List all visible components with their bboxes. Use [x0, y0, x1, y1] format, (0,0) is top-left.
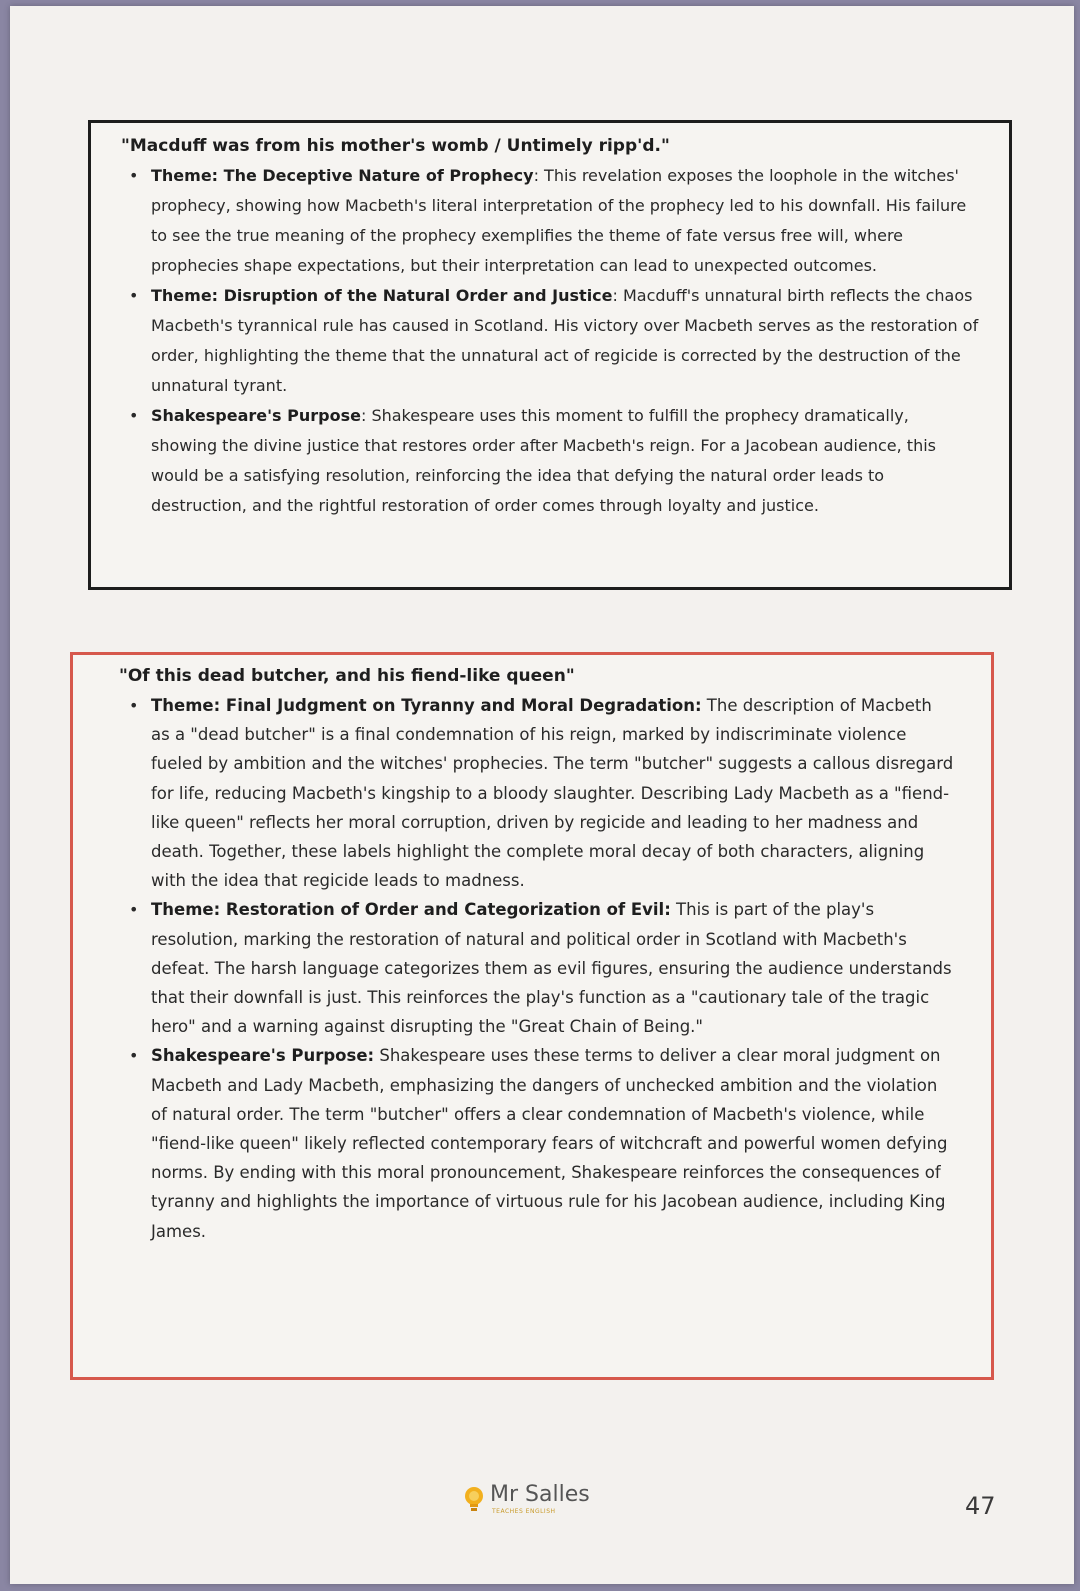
analysis-list — [121, 161, 979, 521]
page-number: 47 — [965, 1492, 996, 1520]
list-item — [129, 161, 979, 281]
list-item — [129, 895, 955, 1041]
footer-logo — [462, 1484, 590, 1515]
book-page — [10, 6, 1074, 1584]
bullet-icon: • — [129, 696, 139, 715]
point-text: : Shakespeare uses this moment to fulfill the prophecy dramatically, showing the divine justice that restores order after Macbeth's reign. For a Jacobean audience, this would be a satisfying resolution, reinforcing the idea that defying the natural order leads to destruction, and the rightful restoration of order comes through loyalty and justice. — [151, 406, 936, 515]
bullet-icon: • — [129, 900, 139, 920]
point-label: Shakespeare's Purpose — [151, 406, 361, 425]
bullet-icon: • — [129, 1046, 139, 1066]
list-item — [129, 1041, 955, 1245]
list-item — [129, 281, 979, 401]
analysis-list — [121, 691, 955, 1246]
point-text: Shakespeare uses these terms to deliver a clear moral judgment on Macbeth and Lady Macbeth, emphasizing the dangers of unchecked ambition and the violation of natural order. The term "butcher" offers a clear condemnation of Macbeth's violence, while "fiend-like queen" likely reflected contemporary fears of witchcraft and powerful women defying norms. By ending with this moral pronouncement, Shakespeare reinforces the consequences of tyranny and highlights the importance of virtuous rule for his Jacobean audience, including King James. — [151, 1046, 948, 1241]
bullet-icon: • — [129, 166, 139, 185]
point-text: The description of Macbeth as a "dead butcher" is a final condemnation of his reign, marked by indiscriminate violence fueled by ambition and the witches' prophecies. The term "butcher" suggests a callous disregard for life, reducing Macbeth's kingship to a bloody slaughter. Describing Lady Macbeth as a "fiend-like queen" reflects her moral corruption, driven by regicide and leading to her madness and death. Together, these labels highlight the complete moral decay of both characters, aligning with the idea that regicide leads to madness. — [151, 696, 954, 891]
logo-text — [490, 1484, 590, 1515]
point-label: Theme: Restoration of Order and Categorization of Evil: — [151, 900, 671, 920]
point-text: : This revelation exposes the loophole in the witches' prophecy, showing how Macbeth's literal interpretation of the prophecy led to his downfall. His failure to see the true meaning of the prophecy exemplifies the theme of fate versus free will, where prophecies shape expectations, but their interpretation can lead to unexpected outcomes. — [151, 166, 967, 275]
point-label: Shakespeare's Purpose: — [151, 1046, 375, 1066]
point-label: Theme: Final Judgment on Tyranny and Moral Degradation: — [151, 696, 702, 715]
lightbulb-icon — [462, 1485, 486, 1515]
list-item — [129, 401, 979, 521]
quote-box-butcher — [70, 652, 994, 1380]
bullet-icon: • — [129, 286, 139, 305]
point-label: Theme: Disruption of the Natural Order and Justice — [151, 286, 613, 305]
quote-heading: "Of this dead butcher, and his fiend-like queen" — [119, 666, 575, 686]
bullet-icon: • — [129, 406, 139, 425]
point-label: Theme: The Deceptive Nature of Prophecy — [151, 166, 534, 185]
point-text: This is part of the play's resolution, marking the restoration of natural and political order in Scotland with Macbeth's defeat. The harsh language categorizes them as evil figures, ensuring the audience understands that their downfall is just. This reinforces the play's function as a "cautionary tale of the tragic hero" and a warning against disrupting the "Great Chain of Being." — [151, 900, 952, 1037]
quote-box-macduff — [88, 120, 1012, 590]
logo-tagline: TEACHES ENGLISH — [492, 1508, 556, 1515]
list-item — [129, 691, 955, 895]
point-text: : Macduff's unnatural birth reflects the chaos Macbeth's tyrannical rule has caused in Scotland. His victory over Macbeth serves as the restoration of order, highlighting the theme that the unnatural act of regicide is corrected by the destruction of the unnatural tyrant. — [151, 286, 979, 395]
quote-heading: "Macduff was from his mother's womb / Untimely ripp'd." — [121, 136, 670, 156]
logo-name: Mr Salles — [490, 1482, 590, 1507]
